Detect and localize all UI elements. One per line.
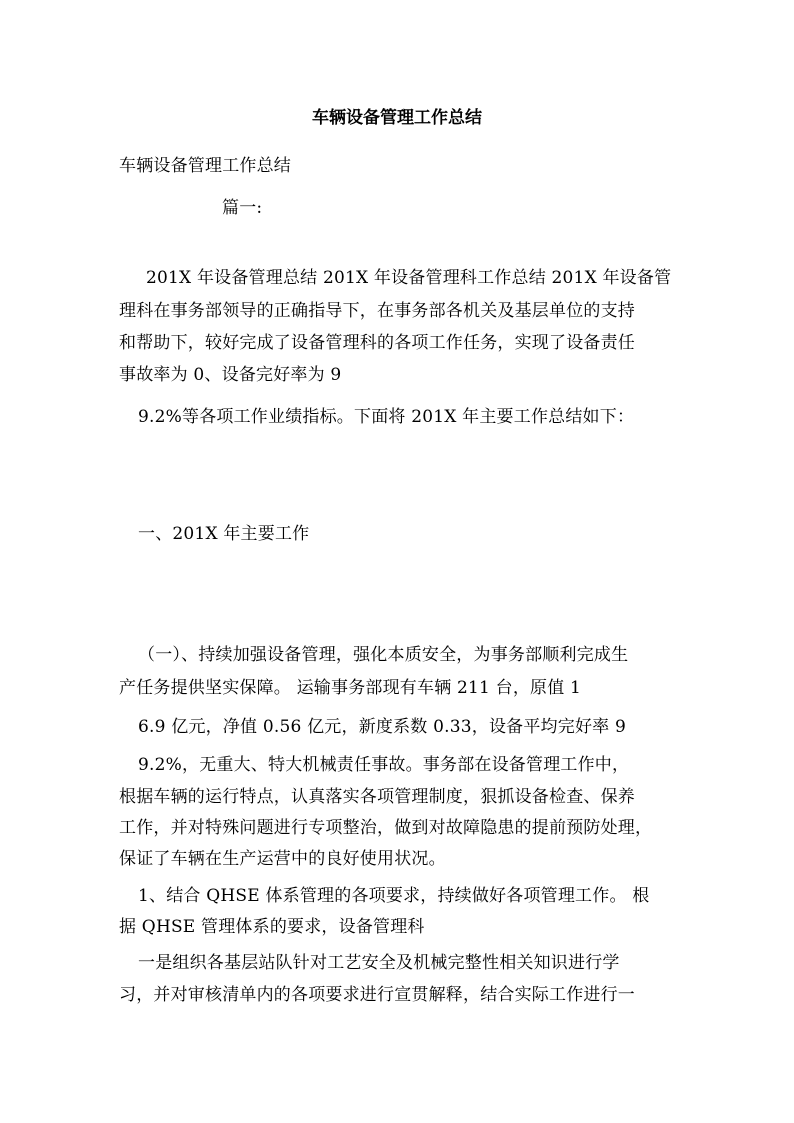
paragraph-line: 事故率为 0、设备完好率为 9 — [119, 365, 342, 385]
paragraph-line: 一是组织各基层站队针对工艺安全及机械完整性相关知识进行学 — [138, 953, 620, 973]
paragraph-line: 产任务提供坚实保障。 运输事务部现有车辆 211 台，原值 1 — [119, 678, 582, 698]
paragraph-line: 工作，并对特殊问题进行专项整治，做到对故障隐患的提前预防处理， — [119, 818, 653, 838]
paragraph-line: 6.9 亿元，净值 0.56 亿元，新度系数 0.33，设备平均完好率 9 — [138, 717, 626, 737]
document-subtitle: 车辆设备管理工作总结 — [119, 156, 291, 176]
section-heading: 一、201X 年主要工作 — [138, 524, 310, 544]
paragraph-line: 1、结合 QHSE 体系管理的各项要求，持续做好各项管理工作。 根 — [138, 886, 650, 906]
paragraph-line: 根据车辆的运行特点，认真落实各项管理制度，狠抓设备检查、保养 — [119, 787, 635, 807]
paragraph-line: 201X 年设备管理总结 201X 年设备管理科工作总结 201X 年设备管 — [146, 268, 672, 288]
paragraph-line: （一）、持续加强设备管理，强化本质安全，为事务部顺利完成生 — [138, 645, 629, 665]
paragraph-line: 保证了车辆在生产运营中的良好使用状况。 — [119, 849, 446, 869]
paragraph-line: 和帮助下，较好完成了设备管理科的各项工作任务，实现了设备责任 — [119, 333, 635, 353]
document-title: 车辆设备管理工作总结 — [312, 108, 482, 128]
paragraph-line: 据 QHSE 管理体系的要求，设备管理科 — [119, 917, 425, 937]
paragraph-line: 理科在事务部领导的正确指导下，在事务部各机关及基层单位的支持 — [119, 301, 635, 321]
paragraph-line: 9.2%等各项工作业绩指标。下面将 201X 年主要工作总结如下： — [138, 407, 635, 427]
paragraph-line: 习，并对审核清单内的各项要求进行宣贯解释，结合实际工作进行一 — [119, 985, 635, 1005]
section-label: 篇一: — [222, 198, 263, 218]
paragraph-line: 9.2%，无重大、特大机械责任事故。事务部在设备管理工作中， — [138, 755, 630, 775]
